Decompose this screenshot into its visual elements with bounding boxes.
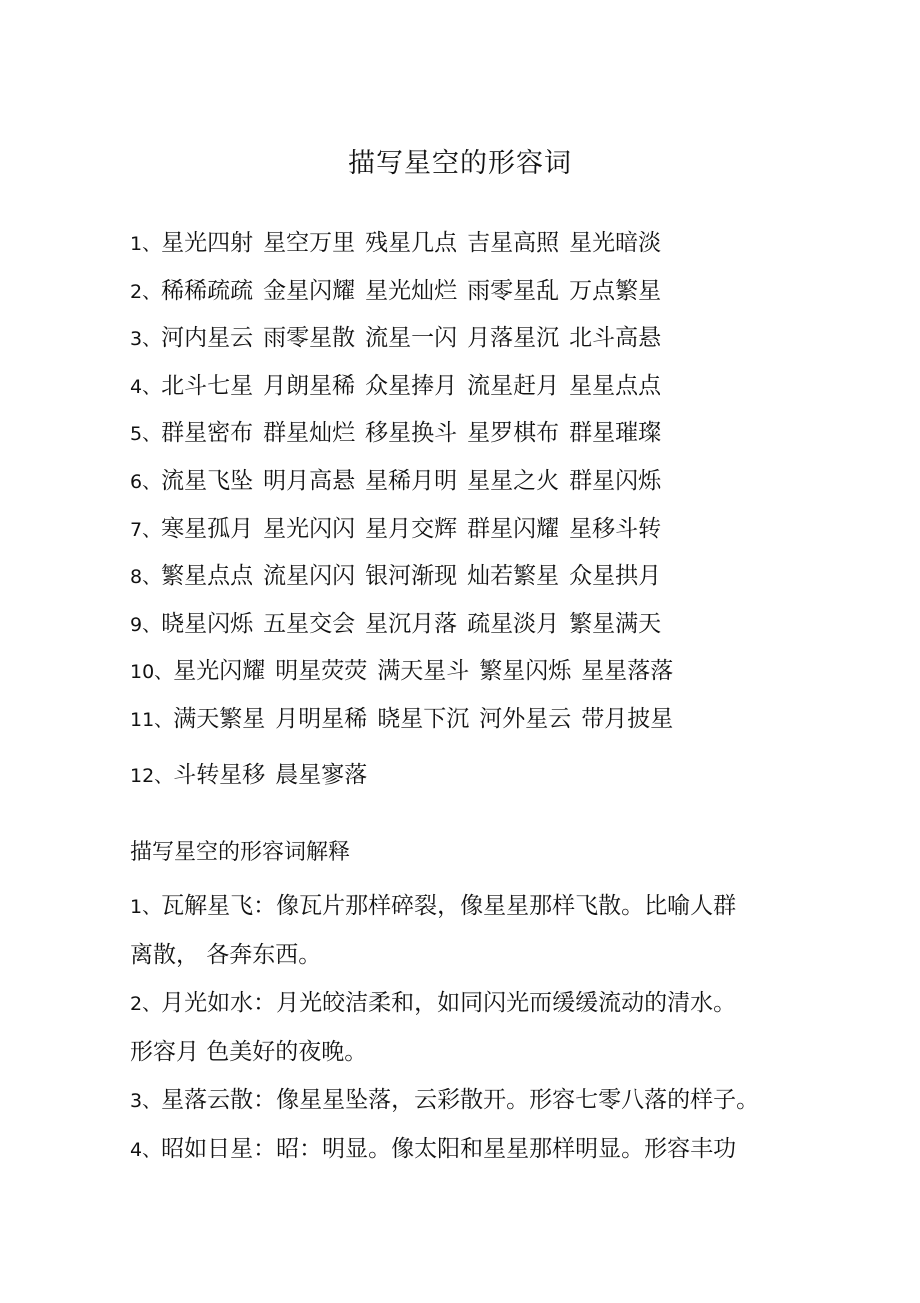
idiom-term: 星空万里 [263, 230, 356, 256]
item-number: 11、 [130, 708, 174, 731]
idiom-term: 繁星闪烁 [479, 658, 572, 685]
item-number: 3、 [130, 1090, 162, 1112]
list-item [130, 464, 850, 512]
idiom-term: 北斗七星 [161, 372, 254, 399]
idiom-term: 星星落落 [581, 658, 674, 685]
idiom-term: 星罗棋布 [467, 420, 560, 447]
idiom-term: 星星点点 [569, 372, 662, 399]
explanation-text: 瓦解星飞：像瓦片那样碎裂，像星星那样飞散。比喻人群 [161, 893, 737, 919]
item-number: 3、 [130, 328, 162, 351]
idiom-term: 河外星云 [479, 705, 572, 732]
item-number: 5、 [130, 423, 162, 446]
idiom-term: 晨星寥落 [275, 761, 368, 788]
item-number: 10、 [130, 661, 174, 684]
idiom-term: 星星之火 [467, 467, 560, 494]
idiom-term: 星沉月落 [365, 610, 458, 637]
list-item [130, 321, 850, 369]
item-number: 6、 [130, 470, 162, 493]
idiom-term: 星光暗淡 [569, 230, 662, 256]
idiom-term: 星光灿烂 [365, 277, 458, 304]
item-number: 9、 [130, 613, 162, 636]
item-number: 2、 [130, 280, 162, 303]
idiom-term: 吉星高照 [467, 230, 560, 256]
idiom-term: 明星荧荧 [275, 658, 368, 685]
list-item [130, 416, 850, 464]
idiom-term: 万点繁星 [569, 277, 662, 304]
idiom-term: 带月披星 [581, 705, 674, 732]
list-item [130, 559, 850, 607]
idiom-term: 河内星云 [161, 325, 254, 352]
idiom-term: 寒星孤月 [161, 515, 254, 542]
list-item [130, 702, 850, 750]
explanation-item [130, 1125, 790, 1174]
idiom-term: 五星交会 [263, 610, 356, 637]
idiom-term: 流星赶月 [467, 372, 560, 399]
explanation-list [130, 882, 790, 1174]
idiom-term: 银河渐现 [365, 563, 458, 590]
explanation-text-continued: 形容月 色美好的夜晚。 [130, 1039, 368, 1065]
idiom-term: 稀稀疏疏 [161, 277, 254, 304]
idiom-term: 群星闪烁 [569, 467, 662, 494]
explanation-text: 昭如日星：昭：明显。像太阳和星星那样明显。形容丰功 [161, 1136, 737, 1162]
idiom-term: 雨零星散 [263, 325, 356, 352]
idiom-term: 星光四射 [161, 230, 254, 256]
idiom-term: 众星捧月 [365, 372, 458, 399]
list-item [130, 758, 850, 806]
list-item [130, 274, 850, 322]
idiom-term: 星月交辉 [365, 515, 458, 542]
idiom-term: 晓星下沉 [377, 705, 470, 732]
idiom-term: 流星一闪 [365, 325, 458, 352]
idiom-term: 满天星斗 [377, 658, 470, 685]
idiom-term: 星移斗转 [569, 515, 662, 542]
idiom-term: 月落星沉 [467, 325, 560, 352]
list-item [130, 512, 850, 560]
item-number: 12、 [130, 764, 174, 787]
idiom-term: 繁星满天 [569, 610, 662, 637]
idiom-term: 群星璀璨 [569, 420, 662, 447]
idiom-term: 金星闪耀 [263, 277, 356, 304]
idiom-term: 残星几点 [365, 230, 458, 256]
idiom-term: 月朗星稀 [263, 372, 356, 399]
idiom-term: 晓星闪烁 [161, 610, 254, 637]
idiom-term: 群星灿烂 [263, 420, 356, 447]
explanation-item [130, 979, 790, 1076]
idiom-term: 北斗高悬 [569, 325, 662, 352]
idiom-list [130, 226, 850, 805]
idiom-term: 疏星淡月 [467, 610, 560, 637]
list-item [130, 226, 850, 274]
idiom-term: 雨零星乱 [467, 277, 560, 304]
explanation-item [130, 882, 790, 979]
idiom-term: 星光闪耀 [173, 658, 266, 685]
idiom-term: 众星拱月 [569, 563, 662, 590]
list-item [130, 654, 850, 702]
idiom-term: 移星换斗 [365, 420, 458, 447]
idiom-term: 流星飞坠 [161, 467, 254, 494]
idiom-term: 星光闪闪 [263, 515, 356, 542]
list-item [130, 369, 850, 417]
idiom-term: 满天繁星 [173, 705, 266, 732]
idiom-term: 流星闪闪 [263, 563, 356, 590]
item-number: 1、 [130, 233, 162, 255]
idiom-term: 群星密布 [161, 420, 254, 447]
item-number: 2、 [130, 993, 162, 1015]
item-number: 4、 [130, 375, 162, 398]
idiom-term: 群星闪耀 [467, 515, 560, 542]
page-title: 描写星空的形容词 [348, 148, 572, 179]
list-item [130, 607, 850, 655]
idiom-term: 明月高悬 [263, 467, 356, 494]
idiom-term: 斗转星移 [173, 761, 266, 788]
item-number: 4、 [130, 1139, 162, 1161]
idiom-term: 灿若繁星 [467, 563, 560, 590]
idiom-term: 月明星稀 [275, 705, 368, 732]
explanation-text-continued: 离散， 各奔东西。 [130, 942, 322, 968]
explanation-heading: 描写星空的形容词解释 [130, 840, 351, 865]
item-number: 1、 [130, 896, 162, 918]
idiom-term: 星稀月明 [365, 467, 458, 494]
idiom-term: 繁星点点 [161, 563, 254, 590]
explanation-text: 月光如水：月光皎洁柔和，如同闪光而缓缓流动的清水。 [161, 990, 737, 1016]
item-number: 7、 [130, 518, 162, 541]
explanation-text: 星落云散：像星星坠落，云彩散开。形容七零八落的样子。 [161, 1087, 760, 1113]
explanation-item [130, 1076, 790, 1125]
item-number: 8、 [130, 566, 162, 589]
